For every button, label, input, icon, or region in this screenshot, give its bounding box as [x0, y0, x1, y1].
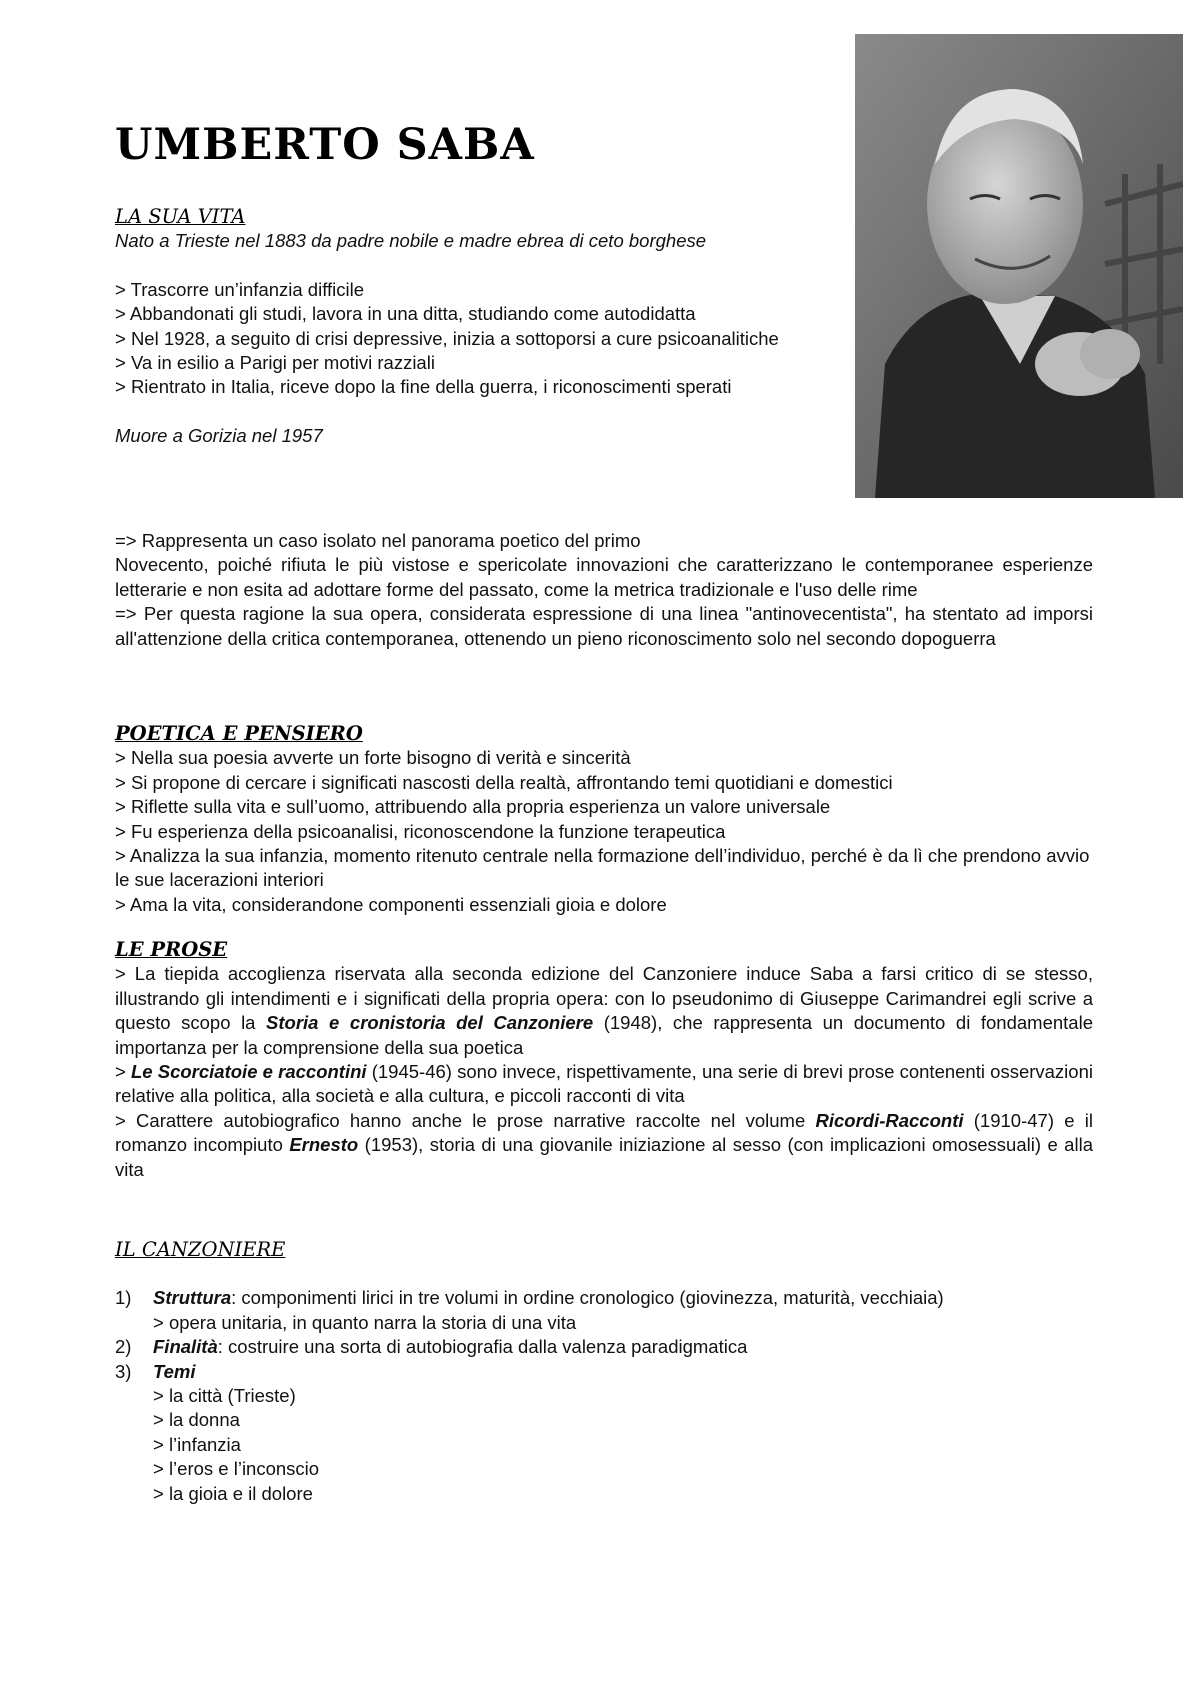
list-item: > Analizza la sua infanzia, momento ritenuto centrale nella formazione dell’individuo, perché è da lì che prendono avvio le sue lacerazioni interiori: [115, 845, 1090, 891]
section-heading-canzoniere: IL CANZONIERE: [115, 1238, 286, 1261]
text-run: > Carattere autobiografico hanno anche le prose narrative raccolte nel volume: [115, 1109, 816, 1131]
text-run: (1910-47) e il romanzo incompiuto: [115, 1109, 1093, 1156]
prose-paragraph: [115, 962, 1093, 1060]
list-item: > Si propone di cercare i significati nascosti della realtà, affrontando temi quotidiani e domestici: [115, 771, 893, 793]
spacer: [115, 1262, 1093, 1286]
work-title: Storia e cronistoria del Canzoniere: [266, 1012, 594, 1034]
section-heading-vita: LA SUA VITA: [115, 205, 246, 228]
text-run: >: [115, 1061, 131, 1083]
item-body: [153, 1360, 1093, 1384]
work-title: Ricordi-Racconti: [815, 1109, 964, 1131]
list-item: > Riflette sulla vita e sull’uomo, attribuendo alla propria esperienza un valore universale: [115, 796, 831, 818]
item-body: [153, 1286, 1093, 1310]
note-paragraph: => Per questa ragione la sua opera, considerata espressione di una linea "antinovecentista", ha stentato ad imporsi all'attenzione della critica contemporanea, ottenendo un pieno riconoscimento solo nel secondo dopoguerra: [115, 603, 1093, 649]
item-label: Temi: [153, 1360, 196, 1382]
spacer: [115, 254, 832, 278]
item-label: Finalità: [153, 1336, 218, 1358]
section-vita: [115, 205, 832, 448]
item-number: 1): [115, 1287, 132, 1309]
sub-item: > la gioia e il dolore: [153, 1482, 313, 1504]
sub-item: > l’infanzia: [153, 1433, 241, 1455]
section-prose: [115, 938, 1093, 1182]
vita-death: Muore a Gorizia nel 1957: [115, 424, 323, 446]
section-vita-notes: [115, 529, 1093, 651]
section-canzoniere: [115, 1238, 1093, 1506]
prose-paragraph: [115, 1060, 1093, 1109]
text-run: (1945-46) sono invece, rispettivamente, una serie di brevi prose contenenti osservazioni relative alla politica, alla società e alla cultura, e piccoli racconti di vita: [115, 1061, 1093, 1107]
item-number: 2): [115, 1336, 132, 1358]
numbered-item: [115, 1360, 1093, 1384]
item-label: Struttura: [153, 1287, 232, 1309]
sub-item: > la città (Trieste): [153, 1385, 296, 1407]
sub-item: > opera unitaria, in quanto narra la storia di una vita: [153, 1311, 577, 1333]
page-title: UMBERTO SABA: [115, 120, 535, 170]
portrait-photo-drawing: [855, 34, 1183, 498]
section-heading-prose: LE PROSE: [115, 938, 228, 961]
list-item: > Fu esperienza della psicoanalisi, riconoscendone la funzione terapeutica: [115, 820, 726, 842]
list-item: > Rientrato in Italia, riceve dopo la fine della guerra, i riconoscimenti sperati: [115, 376, 732, 398]
numbered-item: [115, 1335, 1093, 1359]
portrait-photo: [855, 34, 1183, 498]
section-poetica: [115, 722, 1093, 917]
section-heading-poetica: POETICA E PENSIERO: [115, 722, 363, 745]
sub-item: > la donna: [153, 1409, 240, 1431]
item-text: : costruire una sorta di autobiografia dalla valenza paradigmatica: [217, 1336, 748, 1358]
vita-intro: Nato a Trieste nel 1883 da padre nobile e madre ebrea di ceto borghese: [115, 230, 707, 252]
item-text: : componimenti lirici in tre volumi in ordine cronologico (giovinezza, maturità, vecchiaia): [231, 1287, 944, 1309]
list-item: > Va in esilio a Parigi per motivi razziali: [115, 352, 435, 374]
list-item: > Nella sua poesia avverte un forte bisogno di verità e sincerità: [115, 747, 631, 769]
text-run: > La tiepida accoglienza riservata alla seconda edizione del Canzoniere induce Saba a farsi critico di se stesso, illustrando gli intendimenti e i significati della propria opera: con lo pseudonimo di Giuseppe Carimandrei egli scrive a questo scopo la: [115, 963, 1093, 1034]
note-first-line: => Rappresenta un caso isolato nel panorama poetico del primo: [115, 530, 641, 551]
list-item: > Abbandonati gli studi, lavora in una ditta, studiando come autodidatta: [115, 303, 696, 325]
spacer: [115, 400, 832, 424]
sub-item: > l’eros e l’inconscio: [153, 1458, 320, 1480]
work-title: Ernesto: [289, 1134, 359, 1156]
list-item: > Ama la vita, considerandone componenti essenziali gioia e dolore: [115, 893, 667, 915]
prose-paragraph: [115, 1109, 1093, 1182]
list-item: > Trascorre un’infanzia difficile: [115, 278, 365, 300]
text-run: (1953), storia di una giovanile iniziazione al sesso (con implicazioni omosessuali) e alla vita: [115, 1134, 1093, 1180]
text-run: (1948), che rappresenta un documento di fondamentale importanza per la comprensione della sua poetica: [115, 1012, 1093, 1058]
item-number: 3): [115, 1360, 132, 1382]
list-item: > Nel 1928, a seguito di crisi depressive, inizia a sottoporsi a cure psicoanalitiche: [115, 327, 779, 349]
work-title: Le Scorciatoie e raccontini: [130, 1061, 367, 1083]
numbered-item: [115, 1286, 1093, 1310]
note-paragraph: Novecento, poiché rifiuta le più vistose e spericolate innovazioni che caratterizzano le contemporanee esperienze letterarie e non esita ad adottare forme del passato, come la metrica tradizionale e l'uso delle rime: [115, 554, 1093, 600]
item-body: [153, 1335, 1093, 1359]
